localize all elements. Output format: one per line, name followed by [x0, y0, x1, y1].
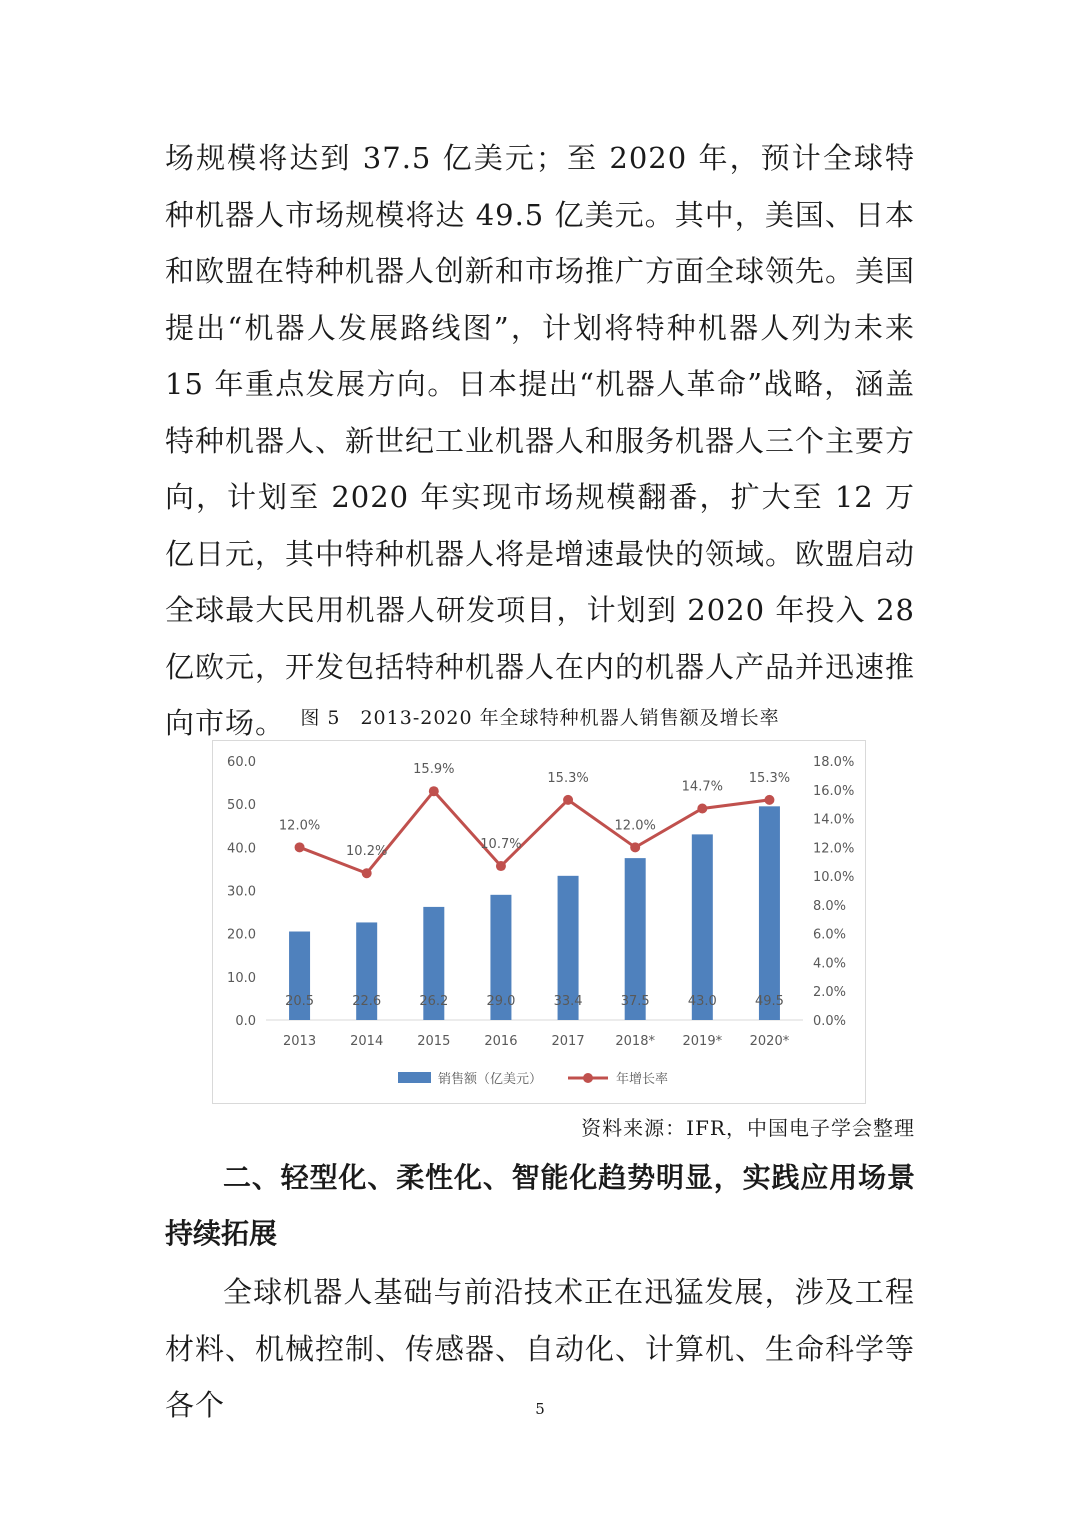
legend-label-growth: 年增长率 — [616, 1072, 669, 1087]
y-right-tick-label: 14.0% — [813, 812, 855, 828]
growth-point — [496, 861, 506, 871]
bar-data-label: 33.4 — [553, 994, 583, 1009]
line-data-label: 14.7% — [681, 779, 723, 795]
y-right-tick-label: 16.0% — [813, 783, 855, 799]
growth-point — [630, 842, 640, 852]
sales-growth-chart — [213, 741, 867, 1105]
x-tick-label: 2017 — [551, 1034, 585, 1049]
growth-point — [295, 842, 305, 852]
legend-swatch-bar — [398, 1072, 431, 1083]
bar-data-label: 22.6 — [352, 994, 382, 1009]
line-data-label: 15.9% — [413, 762, 455, 778]
x-tick-label: 2020* — [749, 1034, 790, 1049]
bar-data-label: 49.5 — [754, 994, 784, 1009]
legend-swatch-marker — [583, 1073, 593, 1083]
paragraph-1: 场规模将达到 37.5 亿美元；至 2020 年，预计全球特种机器人市场规模将达 49.5 亿美元。其中，美国、日本和欧盟在特种机器人创新和市场推广方面全球领先。美国提出“机器人发展路线图”，计划将特种机器人列为未来 15 年重点发展方向。日本提出“机器人革命”战略，涵盖特种机器人、新世纪工业机器人和服务机器人三个主要方向，计划至 2020 年实现市场规模翻番，扩大至 12 万亿日元，其中特种机器人将是增速最快的领域。欧盟启动全球最大民用机器人研发项目，计划到 2020 年投入 28 亿欧元，开发包括特种机器人在内的机器人产品并迅速推向市场。 — [165, 141, 916, 740]
y-right-tick-label: 0.0% — [813, 1014, 847, 1029]
line-data-label: 12.0% — [278, 818, 321, 834]
line-data-label: 10.2% — [346, 844, 388, 860]
bar-data-label: 43.0 — [687, 994, 717, 1009]
y-right-tick-label: 2.0% — [813, 985, 847, 1001]
line-data-label: 10.7% — [480, 837, 522, 853]
y-left-tick-label: 0.0 — [235, 1014, 256, 1029]
growth-point — [429, 786, 439, 796]
y-right-tick-label: 18.0% — [813, 755, 855, 770]
bar-data-label: 37.5 — [620, 994, 650, 1009]
y-left-tick-label: 20.0 — [227, 927, 256, 943]
x-tick-label: 2019* — [682, 1034, 723, 1049]
legend-label-sales: 销售额（亿美元） — [438, 1072, 543, 1087]
bar-data-label: 26.2 — [419, 994, 449, 1009]
figure-caption: 图 5 2013-2020 年全球特种机器人销售额及增长率 — [300, 707, 780, 729]
chart-container — [212, 740, 866, 1104]
bar — [692, 834, 713, 1020]
growth-point — [697, 803, 707, 813]
x-tick-label: 2015 — [417, 1034, 451, 1049]
y-left-tick-label: 60.0 — [227, 755, 256, 770]
line-data-label: 12.0% — [614, 818, 656, 834]
x-tick-label: 2018* — [615, 1034, 655, 1049]
growth-point — [563, 795, 573, 805]
y-left-tick-label: 40.0 — [227, 841, 256, 857]
x-tick-label: 2016 — [484, 1034, 518, 1049]
page-number: 5 — [535, 1400, 545, 1418]
y-right-tick-label: 6.0% — [813, 927, 847, 943]
line-data-label: 15.3% — [748, 770, 791, 786]
y-right-tick-label: 4.0% — [813, 956, 847, 972]
y-right-tick-label: 12.0% — [813, 841, 855, 857]
growth-point — [362, 868, 372, 878]
y-left-tick-label: 50.0 — [227, 798, 256, 814]
bar-data-label: 20.5 — [285, 994, 315, 1009]
x-tick-label: 2014 — [350, 1034, 384, 1049]
y-left-tick-label: 30.0 — [227, 884, 256, 900]
y-right-tick-label: 10.0% — [813, 870, 855, 886]
y-right-tick-label: 8.0% — [813, 898, 847, 914]
growth-point — [764, 795, 774, 805]
bar-data-label: 29.0 — [486, 994, 516, 1009]
x-tick-label: 2013 — [283, 1034, 317, 1049]
section-heading: 二、轻型化、柔性化、智能化趋势明显，实践应用场景持续拓展 — [165, 1161, 915, 1250]
bar — [759, 806, 780, 1020]
source-note: 资料来源：IFR，中国电子学会整理 — [581, 1116, 915, 1140]
y-left-tick-label: 10.0 — [227, 970, 256, 986]
paragraph-2: 全球机器人基础与前沿技术正在迅猛发展，涉及工程材料、机械控制、传感器、自动化、计算机、生命科学等各个 — [165, 1275, 916, 1422]
line-data-label: 15.3% — [547, 770, 589, 786]
